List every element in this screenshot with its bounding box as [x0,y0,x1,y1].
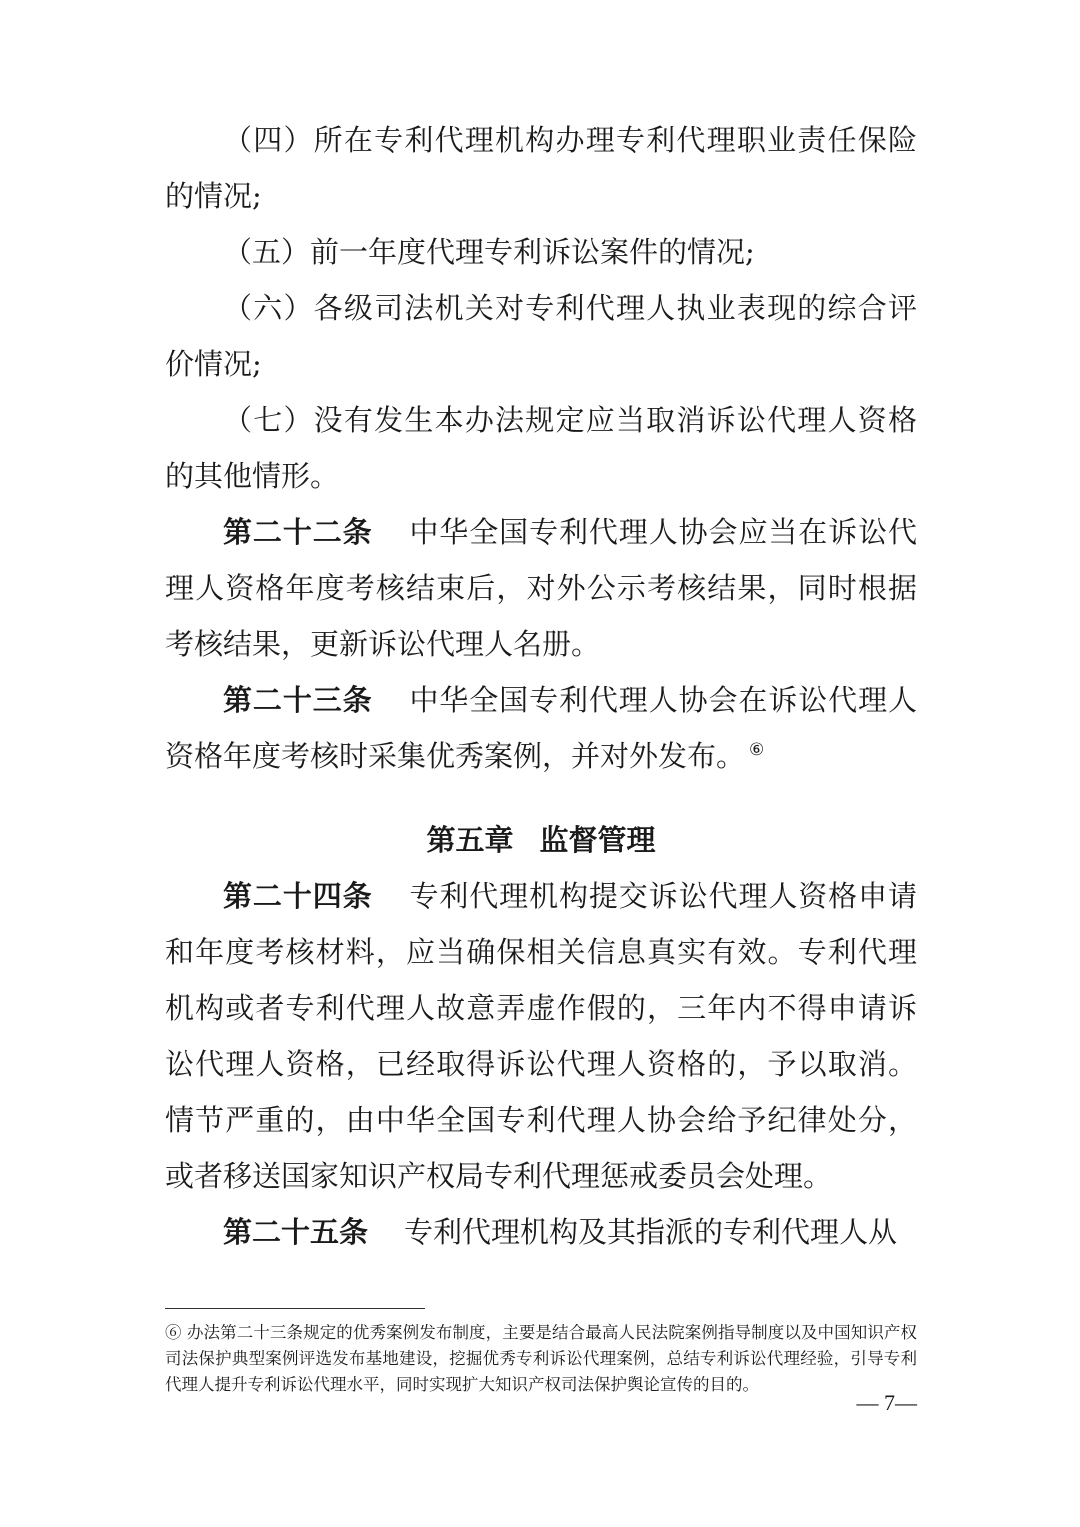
article-24 [165,868,917,1204]
article-25-heading: 第二十五条 [223,1215,369,1249]
footnote-mark: ⑥ [165,1323,182,1342]
footnote-text: 办法第二十三条规定的优秀案例发布制度，主要是结合最高人民法院案例指导制度以及中国知识产权司法保护典型案例评选发布基地建设，挖掘优秀专利诉讼代理案例，总结专利诉讼代理经验，引导专利代理人提升专利诉讼代理水平，同时实现扩大知识产权司法保护舆论宣传的目的。 [165,1323,918,1394]
article-24-heading: 第二十四条 [223,879,373,913]
item-7-paragraph: （七）没有发生本办法规定应当取消诉讼代理人资格的其他情形。 [165,403,917,493]
chapter-number: 第五章 [426,823,514,857]
chapter-title: 监督管理 [539,823,656,857]
article-23-heading: 第二十三条 [223,683,373,717]
article-23-text: 中华全国专利代理人协会在诉讼代理人资格年度考核时采集优秀案例，并对外发布。 [165,683,917,773]
article-23 [165,672,917,784]
footnote-paragraph [165,1320,917,1398]
article-24-text: 专利代理机构提交诉讼代理人资格申请和年度考核材料，应当确保相关信息真实有效。专利代理机构或者专利代理人故意弄虚作假的，三年内不得申请诉讼代理人资格，已经取得诉讼代理人资格的，予以取消。情节严重的，由中华全国专利代理人协会给予纪律处分，或者移送国家知识产权局专利代理惩戒委员会处理。 [165,879,917,1193]
page-number: — 7— [856,1390,917,1415]
footnote-reference[interactable]: ⑥ [749,740,765,761]
article-25 [165,1204,917,1260]
item-4-paragraph: （四）所在专利代理机构办理专利代理职业责任保险的情况; [165,123,917,213]
body-text [165,112,917,1260]
footnote-divider [165,1308,425,1309]
item-6-paragraph: （六）各级司法机关对专利代理人执业表现的综合评价情况; [165,291,917,381]
article-22 [165,504,917,672]
item-5-paragraph: （五）前一年度代理专利诉讼案件的情况; [223,235,755,269]
article-22-text: 中华全国专利代理人协会应当在诉讼代理人资格年度考核结束后，对外公示考核结果，同时根据考核结果，更新诉讼代理人名册。 [165,515,917,661]
chapter-heading [165,812,917,868]
article-25-text: 专利代理机构及其指派的专利代理人从 [404,1215,898,1249]
footnote [165,1320,917,1398]
article-22-heading: 第二十二条 [223,515,373,549]
